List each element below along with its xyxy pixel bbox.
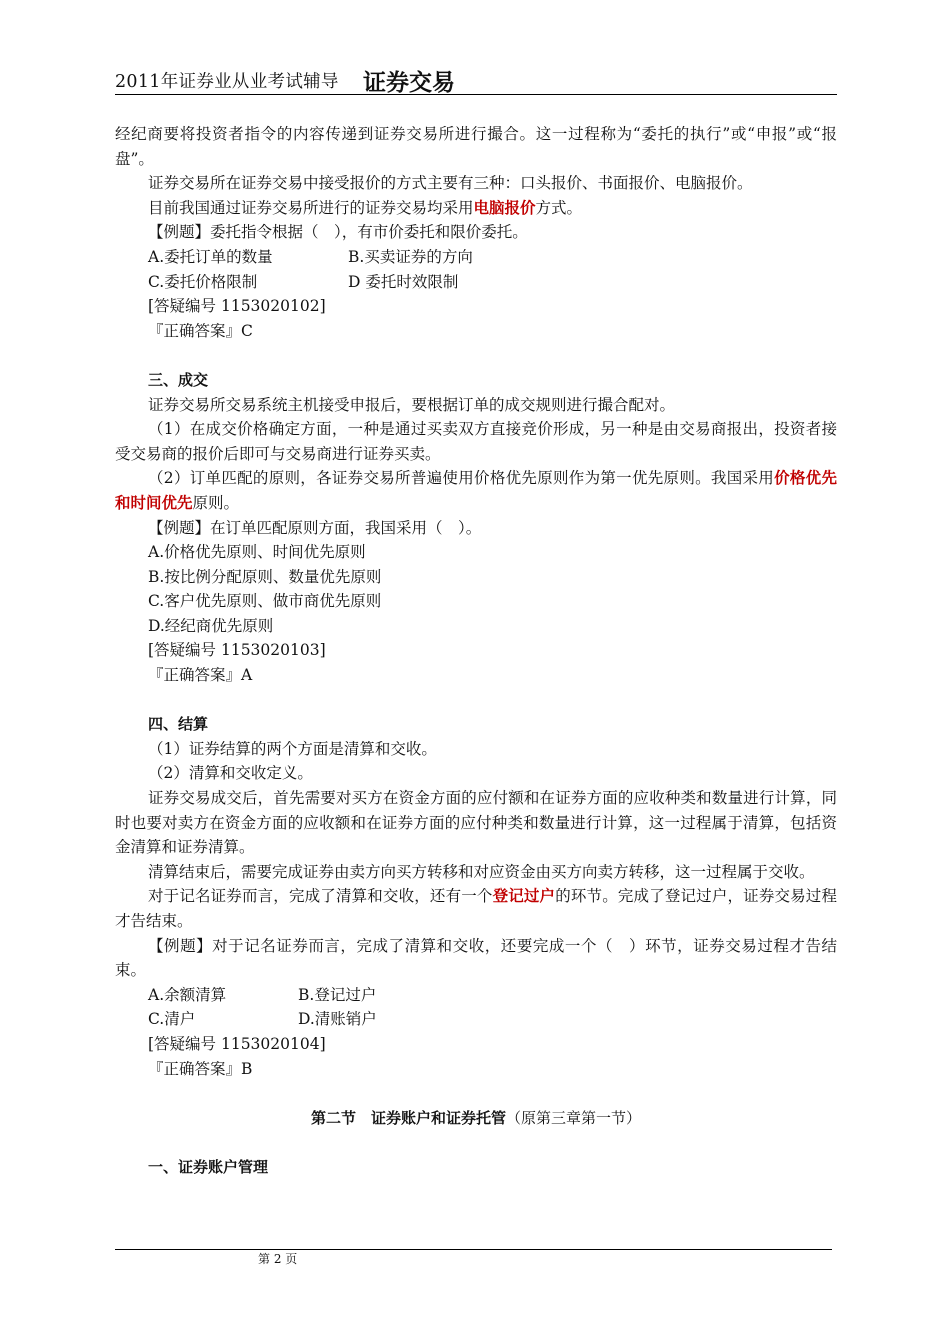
- spacer: [115, 1130, 837, 1155]
- section-heading: 三、成交: [148, 370, 209, 389]
- text-run: 方式。: [535, 198, 583, 217]
- correct-answer: 『正确答案』B: [148, 1059, 253, 1078]
- example-question: 【例题】在订单匹配原则方面，我国采用（ ）。: [148, 518, 482, 537]
- text-run: 的环节。完成了登记过户，证券交易过程才告结束。: [115, 887, 837, 930]
- option-b: B.按比例分配原则、数量优先原则: [148, 567, 382, 586]
- spacer: [115, 343, 837, 368]
- paragraph: （2）清算和交收定义。: [148, 764, 313, 783]
- paragraph: （1）证券结算的两个方面是清算和交收。: [148, 739, 437, 758]
- question-code: [答疑编号 1153020102]: [148, 297, 326, 316]
- section-heading: 四、结算: [148, 715, 209, 734]
- text-run: （2）订单匹配的原则，各证券交易所普遍使用价格优先原则作为第一优先原则。我国采用: [148, 469, 775, 488]
- example-question: 【例题】委托指令根据（ ），有市价委托和限价委托。: [148, 223, 528, 242]
- paragraph: 经纪商要将投资者指令的内容传递到证券交易所进行撮合。这一过程称为“委托的执行”或“申报”或“报盘”。: [115, 125, 837, 168]
- section-title-text: 第二节 证券账户和证券托管: [310, 1108, 506, 1127]
- text-run: 对于记名证券而言，完成了清算和交收，还有一个: [148, 887, 493, 906]
- paragraph: 证券交易所在证券交易中接受报价的方式主要有三种：口头报价、书面报价、电脑报价。: [148, 174, 753, 193]
- footer-divider: [115, 1249, 832, 1250]
- document-body: [115, 122, 837, 1180]
- page-number: 第 2 页: [258, 1252, 298, 1266]
- highlight-term: 价格优先和时间优先: [115, 469, 837, 512]
- option-c: C.客户优先原则、做市商优先原则: [148, 592, 382, 611]
- option-c: C.清户: [148, 1010, 196, 1029]
- section-heading: 一、证券账户管理: [148, 1157, 269, 1176]
- example-question: 【例题】对于记名证券而言，完成了清算和交收，还要完成一个（ ）环节，证券交易过程才告结束。: [115, 936, 837, 980]
- correct-answer: 『正确答案』C: [148, 321, 253, 340]
- paragraph: （1）在成交价格确定方面，一种是通过买卖双方直接竞价形成，另一种是由交易商报出，投资者接受交易商的报价后即可与交易商进行证券买卖。: [115, 420, 837, 463]
- section-title-note: （原第三章第一节）: [506, 1108, 642, 1127]
- paragraph: [115, 884, 837, 933]
- question-code: [答疑编号 1153020103]: [148, 641, 326, 660]
- highlight-term: 电脑报价: [473, 198, 536, 217]
- paragraph: [115, 466, 837, 515]
- header-subtitle: 2011年证券业从业考试辅导: [115, 72, 339, 92]
- paragraph: 清算结束后，需要完成证券由卖方向买方转移和对应资金由买方向卖方转移，这一过程属于交收。: [148, 862, 815, 881]
- option-b: B.买卖证券的方向: [348, 247, 473, 266]
- option-row: [115, 245, 837, 270]
- spacer: [115, 688, 837, 713]
- paragraph: 证券交易成交后，首先需要对买方在资金方面的应付额和在证券方面的应收种类和数量进行计算，同时也要对卖方在资金方面的应收额和在证券方面的应付种类和数量进行计算，这一过程属于清算，包括资金清算和证券清算。: [115, 789, 837, 857]
- option-row: [115, 270, 837, 295]
- paragraph: [115, 196, 837, 221]
- text-run: 原则。: [192, 493, 240, 512]
- option-a: A.余额清算: [148, 985, 227, 1004]
- chapter-section-title: [115, 1106, 837, 1131]
- page-header: [115, 66, 837, 95]
- question-code: [答疑编号 1153020104]: [148, 1034, 326, 1053]
- option-d: D.经纪商优先原则: [148, 616, 274, 635]
- header-title: 证券交易: [363, 70, 455, 96]
- option-a: A.价格优先原则、时间优先原则: [148, 543, 366, 562]
- correct-answer: 『正确答案』A: [148, 666, 253, 685]
- option-d: D.清账销户: [298, 1010, 377, 1029]
- spacer: [115, 1081, 837, 1106]
- highlight-term: 登记过户: [492, 887, 556, 906]
- option-a: A.委托订单的数量: [148, 247, 273, 266]
- option-b: B.登记过户: [298, 985, 377, 1004]
- option-row: [115, 983, 837, 1008]
- paragraph: 证券交易所交易系统主机接受申报后，要根据订单的成交规则进行撮合配对。: [148, 395, 676, 414]
- text-run: 目前我国通过证券交易所进行的证券交易均采用: [148, 198, 474, 217]
- option-d: D 委托时效限制: [348, 272, 459, 291]
- option-c: C.委托价格限制: [148, 272, 258, 291]
- option-row: [115, 1007, 837, 1032]
